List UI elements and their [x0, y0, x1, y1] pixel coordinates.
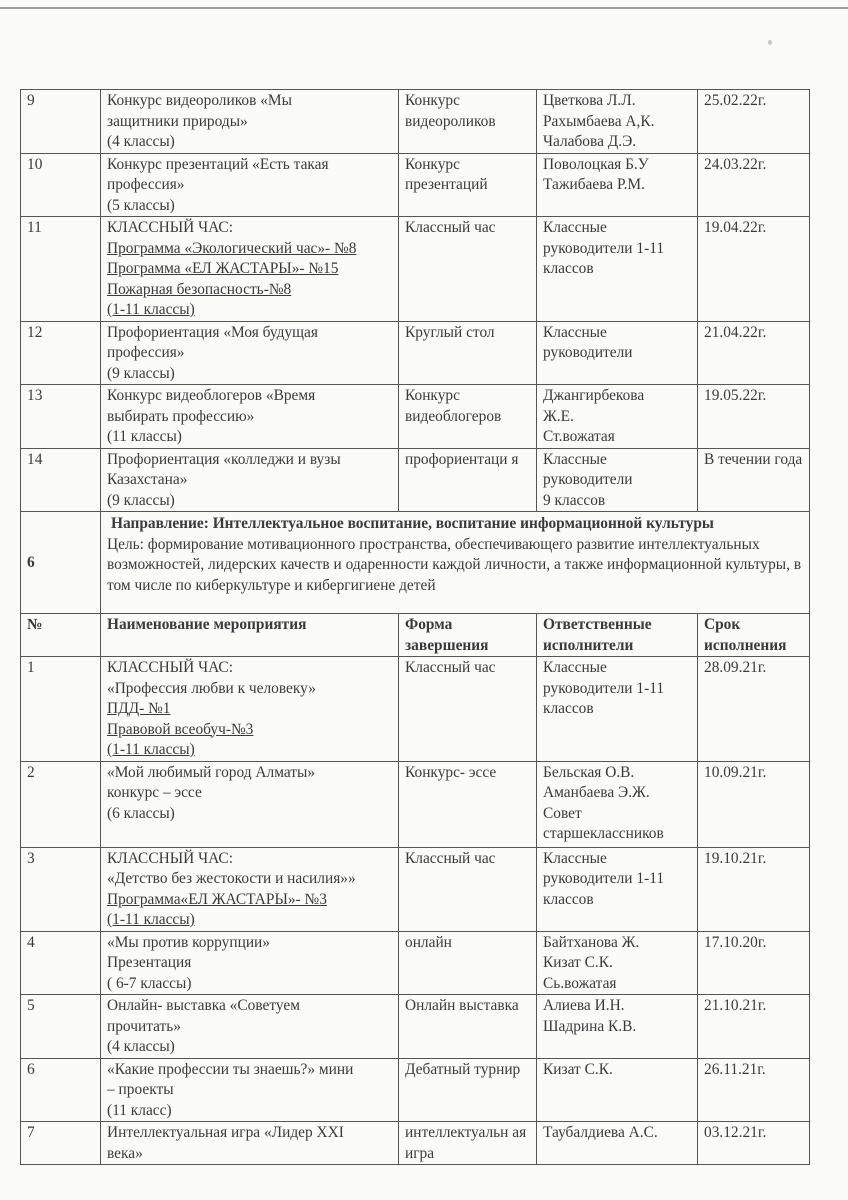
event-line: «Профессия любви к человеку»: [107, 679, 316, 697]
table-part-1: [21, 90, 810, 512]
event-line: (9 классы): [107, 491, 175, 509]
header-date: Срок исполнения: [698, 614, 810, 657]
deadline: 03.12.21г.: [698, 1122, 810, 1165]
event-program-line: (1-11 классы): [107, 301, 195, 318]
responsible-persons: [537, 448, 698, 512]
responsible-persons: [537, 90, 698, 154]
responsible-line: руководители: [543, 344, 633, 361]
event-line: (4 классы): [107, 133, 175, 150]
scan-edge-line: [0, 7, 848, 9]
event-line: КЛАССНЫЙ ЧАС:: [107, 849, 233, 867]
deadline: 17.10.20г.: [698, 931, 810, 995]
event-line: – проекты: [107, 1081, 174, 1098]
responsible-line: старшеклассников: [543, 825, 664, 842]
event-line: профессия»: [107, 176, 185, 193]
table-row: [21, 657, 810, 762]
responsible-line: Рахымбаева А,К.: [543, 112, 655, 130]
responsible-line: Алиева И.Н.: [543, 997, 625, 1014]
event-line: (6 классы): [107, 804, 175, 822]
event-line: Казахстана»: [107, 471, 188, 488]
event-line: Профориентация «колледжи и вузы: [107, 450, 341, 468]
responsible-line: Шадрина К.В.: [543, 1017, 637, 1035]
event-line: Конкурс презентаций «Есть такая: [107, 155, 329, 173]
row-number: 6: [21, 1058, 101, 1122]
event-program-line: Программа «ЕЛ ЖАСТАРЫ»- №15: [107, 260, 339, 277]
deadline: 28.09.21г.: [698, 657, 810, 762]
event-line: «Какие профессии ты знаешь?» мини: [107, 1060, 354, 1078]
event-program-line: Программа «Экологический час»- №8: [107, 239, 357, 257]
responsible-persons: [537, 217, 698, 322]
table-row: [21, 847, 810, 931]
responsible-line: Кизат С.К.: [543, 1060, 613, 1078]
event-name: [101, 385, 399, 449]
scan-speck: [768, 40, 772, 45]
table-row: [21, 153, 810, 217]
event-line: (11 классы): [107, 428, 182, 445]
responsible-line: Кизат С.К.: [543, 954, 613, 971]
responsible-line: Цветкова Л.Л.: [543, 92, 636, 109]
event-line: Профориентация «Моя будущая: [107, 323, 318, 341]
row-number: 1: [21, 657, 101, 762]
section-cell: [101, 512, 810, 614]
event-line: «Мой любимый город Алматы»: [107, 763, 316, 781]
event-name: [101, 1058, 399, 1122]
event-line: «Детство без жестокости и насилия»»: [107, 870, 356, 887]
event-name: [101, 657, 399, 762]
responsible-line: Джангирбекова: [543, 387, 645, 404]
deadline: 26.11.21г.: [698, 1058, 810, 1122]
responsible-persons: [537, 761, 698, 847]
deadline: 21.04.22г.: [698, 321, 810, 385]
row-number: 5: [21, 995, 101, 1059]
responsible-line: 9 классов: [543, 491, 606, 509]
table-row: [21, 1122, 810, 1165]
table-row: [21, 217, 810, 322]
section-title: Направление: Интеллектуальное воспитание, воспитание информационной культуры: [111, 515, 714, 532]
completion-form: Круглый стол: [399, 321, 537, 385]
event-name: [101, 90, 399, 154]
event-line: века»: [107, 1144, 143, 1162]
event-line: «Мы против коррупции»: [107, 933, 270, 951]
event-line: КЛАССНЫЙ ЧАС:: [107, 659, 233, 676]
responsible-persons: [537, 995, 698, 1059]
deadline: 24.03.22г.: [698, 153, 810, 217]
completion-form: профориентаци я: [399, 448, 537, 512]
event-line: (4 классы): [107, 1038, 175, 1055]
event-line: (9 классы): [107, 364, 175, 382]
responsible-line: Таубалдиева А.С.: [543, 1124, 658, 1141]
event-line: выбирать профессию»: [107, 407, 255, 425]
table-part-2: [21, 657, 810, 1165]
event-program-line: Пожарная безопасность-№8: [107, 280, 292, 298]
row-number: 11: [21, 217, 101, 322]
header-event: Наименование мероприятия: [101, 614, 399, 657]
event-line: конкурс – эссе: [107, 784, 202, 801]
event-name: [101, 931, 399, 995]
responsible-persons: [537, 847, 698, 931]
row-number: 14: [21, 448, 101, 512]
completion-form: Классный час: [399, 657, 537, 762]
deadline: 21.10.21г.: [698, 995, 810, 1059]
row-number: 4: [21, 931, 101, 995]
event-line: КЛАССНЫЙ ЧАС:: [107, 219, 233, 236]
event-line: Конкурс видеороликов «Мы: [107, 92, 292, 109]
event-program-line: (1-11 классы): [107, 911, 195, 928]
header-row: [21, 614, 810, 657]
row-number: 2: [21, 761, 101, 847]
responsible-persons: [537, 1122, 698, 1165]
responsible-line: классов: [543, 700, 594, 717]
deadline: 25.02.22г.: [698, 90, 810, 154]
responsible-line: Ж.Е.: [543, 407, 574, 425]
responsible-line: Сь.вожатая: [543, 974, 617, 992]
event-line: Онлайн- выставка «Советуем: [107, 997, 300, 1014]
event-name: [101, 217, 399, 322]
table-row: [21, 1058, 810, 1122]
event-program-line: Программа«ЕЛ ЖАСТАРЫ»- №3: [107, 890, 327, 908]
event-line: прочитать»: [107, 1017, 181, 1035]
row-number: 12: [21, 321, 101, 385]
completion-form: Конкурс презентаций: [399, 153, 537, 217]
table-row: [21, 761, 810, 847]
responsible-persons: [537, 321, 698, 385]
table-row: [21, 385, 810, 449]
section-number: 6: [21, 512, 101, 614]
responsible-line: руководители: [543, 471, 633, 488]
section-block: [21, 512, 810, 657]
events-table: [20, 89, 810, 1165]
responsible-line: Тажибаева Р.М.: [543, 176, 645, 193]
table-row: [21, 321, 810, 385]
event-program-line: ПДД- №1: [107, 700, 171, 717]
responsible-line: руководители 1-11: [543, 679, 665, 697]
event-program-line: Правовой всеобуч-№3: [107, 720, 254, 738]
event-name: [101, 761, 399, 847]
completion-form: Классный час: [399, 217, 537, 322]
row-number: 13: [21, 385, 101, 449]
event-name: [101, 153, 399, 217]
deadline: В течении года: [698, 448, 810, 512]
responsible-line: классов: [543, 260, 594, 277]
event-line: Конкурс видеоблогеров «Время: [107, 387, 316, 404]
responsible-persons: [537, 1058, 698, 1122]
section-row: [21, 512, 810, 614]
responsible-line: Ст.вожатая: [543, 428, 615, 445]
event-name: [101, 847, 399, 931]
responsible-persons: [537, 931, 698, 995]
responsible-line: классов: [543, 890, 594, 908]
responsible-line: Классные: [543, 659, 607, 676]
row-number: 10: [21, 153, 101, 217]
deadline: 19.10.21г.: [698, 847, 810, 931]
event-line: защитники природы»: [107, 112, 248, 130]
deadline: 19.05.22г.: [698, 385, 810, 449]
header-responsible: Ответственные исполнители: [537, 614, 698, 657]
event-line: профессия»: [107, 344, 185, 361]
responsible-line: Совет: [543, 804, 582, 822]
table-row: [21, 90, 810, 154]
event-line: Презентация: [107, 954, 192, 971]
completion-form: Дебатный турнир: [399, 1058, 537, 1122]
responsible-line: Классные: [543, 323, 607, 341]
completion-form: интеллектуальн ая игра: [399, 1122, 537, 1165]
deadline: 10.09.21г.: [698, 761, 810, 847]
responsible-persons: [537, 385, 698, 449]
event-name: [101, 1122, 399, 1165]
responsible-line: Бельская О.В.: [543, 763, 635, 781]
responsible-line: Классные: [543, 450, 607, 468]
completion-form: Онлайн выставка: [399, 995, 537, 1059]
responsible-persons: [537, 153, 698, 217]
event-name: [101, 321, 399, 385]
table-row: [21, 448, 810, 512]
completion-form: Классный час: [399, 847, 537, 931]
event-line: (11 класс): [107, 1101, 172, 1119]
completion-form: Конкурс- эссе: [399, 761, 537, 847]
responsible-line: Байтханова Ж.: [543, 933, 640, 951]
event-name: [101, 995, 399, 1059]
responsible-line: руководители 1-11: [543, 870, 665, 887]
responsible-line: Аманбаева Э.Ж.: [543, 784, 650, 801]
responsible-line: Чалабова Д.Э.: [543, 133, 637, 150]
table-row: [21, 931, 810, 995]
completion-form: Конкурс видеоблогеров: [399, 385, 537, 449]
completion-form: Конкурс видеороликов: [399, 90, 537, 154]
event-line: ( 6-7 классы): [107, 974, 192, 992]
header-form: Форма завершения: [399, 614, 537, 657]
row-number: 3: [21, 847, 101, 931]
section-goal: Цель: формирование мотивационного пространства, обеспечивающего развитие интеллектуальных возможностей, лидерских качеств и одаренности каждой личности, а также информационной культуры, в том числе по киберкультуре и кибергигиене детей: [107, 535, 802, 594]
responsible-line: Поволоцкая Б.У: [543, 155, 649, 173]
responsible-persons: [537, 657, 698, 762]
completion-form: онлайн: [399, 931, 537, 995]
deadline: 19.04.22г.: [698, 217, 810, 322]
responsible-line: Классные: [543, 849, 607, 867]
table-row: [21, 995, 810, 1059]
responsible-line: Классные: [543, 219, 607, 236]
row-number: 9: [21, 90, 101, 154]
event-name: [101, 448, 399, 512]
event-line: Интеллектуальная игра «Лидер XXI: [107, 1124, 344, 1141]
event-program-line: (1-11 классы): [107, 741, 195, 758]
responsible-line: руководители 1-11: [543, 239, 665, 257]
event-line: (5 классы): [107, 196, 175, 214]
header-num: №: [21, 614, 101, 657]
row-number: 7: [21, 1122, 101, 1165]
